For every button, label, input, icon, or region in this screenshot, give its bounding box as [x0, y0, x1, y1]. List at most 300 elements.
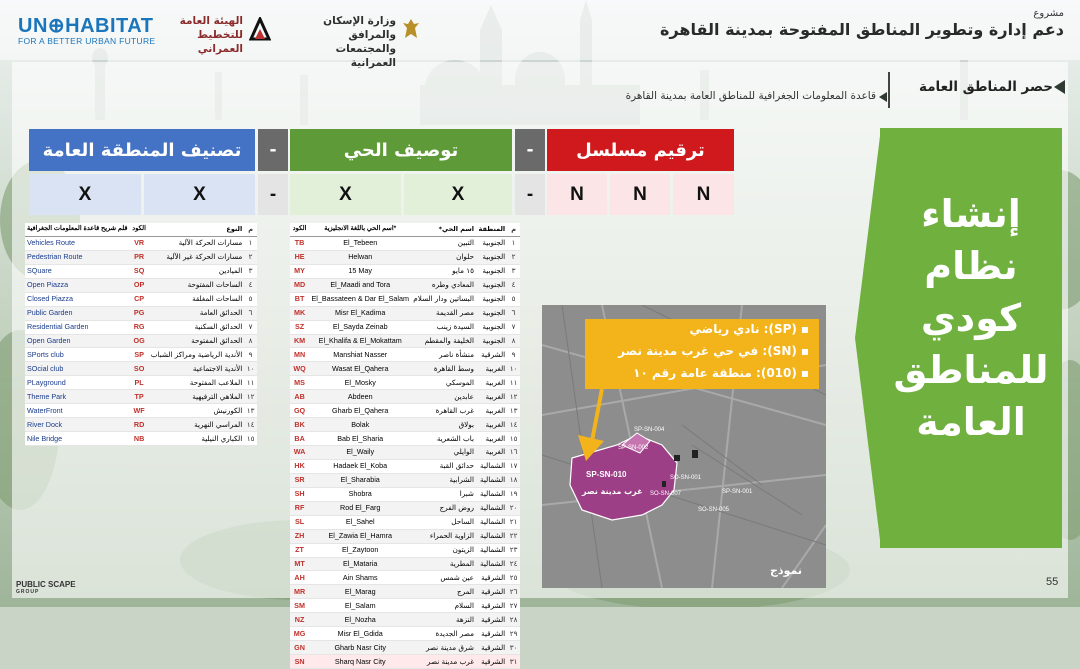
code-cell-x4: X	[404, 174, 512, 215]
type-en-cell: Open Garden	[25, 334, 129, 348]
district-region-cell: الجنوبية	[476, 236, 507, 250]
type-name-cell: الحدائق العامة	[149, 306, 244, 320]
header-name: اسم الحي*	[411, 223, 476, 236]
type-name-cell: الحدائق المفتوحة	[149, 334, 244, 348]
district-header: توصيف الحي	[290, 129, 512, 171]
type-en-cell: Closed Piazza	[25, 292, 129, 306]
table-row	[290, 641, 520, 655]
type-code-cell: RG	[129, 320, 148, 334]
table-row	[25, 334, 257, 348]
header-code: الكود	[129, 223, 148, 236]
table-row	[290, 487, 520, 501]
district-en-cell: El_Zaytoon	[309, 543, 411, 557]
type-code-cell: RD	[129, 418, 148, 432]
district-en-cell: El_Khalifa & El_Mokattam	[309, 334, 411, 348]
district-name-cell: باب الشعرية	[411, 432, 476, 446]
district-en-cell: Manshiat Nasser	[309, 348, 411, 362]
district-region-cell: الشمالية	[476, 529, 507, 543]
ministry-line2: والمجتمعات العمرانية	[335, 43, 396, 69]
district-name-cell: منشأة ناصر	[411, 348, 476, 362]
district-region-cell: الشمالية	[476, 515, 507, 529]
district-code-cell: MK	[290, 306, 309, 320]
type-num-cell: ١٤	[244, 418, 257, 432]
type-name-cell: مسارات الحركة الآلية	[149, 236, 244, 250]
dash-header-2: -	[515, 129, 545, 171]
district-region-cell: الغربية	[476, 362, 507, 376]
type-en-cell: SPorts club	[25, 348, 129, 362]
breadcrumb-divider	[888, 72, 890, 108]
type-code-cell: SP	[129, 348, 148, 362]
side-title-line3: كودي	[920, 296, 1022, 340]
type-num-cell: ٦	[244, 306, 257, 320]
type-en-cell: Pedestrian Route	[25, 250, 129, 264]
table-row	[25, 250, 257, 264]
district-code-cell: SM	[290, 599, 309, 613]
type-num-cell: ٩	[244, 348, 257, 362]
type-num-cell: ١١	[244, 376, 257, 390]
map-label-6: SO-SN-005	[698, 507, 730, 513]
district-table	[290, 223, 520, 669]
district-name-cell: غرب القاهرة	[411, 404, 476, 418]
header-en	[25, 223, 129, 236]
side-title-line1: إنشاء	[921, 192, 1021, 236]
table-row	[290, 515, 520, 529]
header-en-text: قلم شريح قاعدة المعلومات الجغرافية	[27, 225, 128, 233]
district-region-cell: الشمالية	[476, 557, 507, 571]
district-region-cell: الشمالية	[476, 473, 507, 487]
district-en-cell: Helwan	[309, 250, 411, 264]
district-num-cell: ٢٦	[507, 585, 520, 599]
district-num-cell: ٣٠	[507, 641, 520, 655]
district-name-cell: الخليفة والمقطم	[411, 334, 476, 348]
district-en-cell: El_Marag	[309, 585, 411, 599]
district-num-cell: ٢٤	[507, 557, 520, 571]
type-name-cell: الملاعب المفتوحة	[149, 376, 244, 390]
table-row	[290, 264, 520, 278]
serial-header: ترقيم مسلسل	[547, 129, 734, 171]
district-en-cell: Hadaek El_Koba	[309, 459, 411, 473]
gopp-logo-text	[166, 14, 243, 56]
classification-header: تصنيف المنطقة العامة	[29, 129, 255, 171]
type-num-cell: ٣	[244, 264, 257, 278]
callout-line-2: ▪ (SN): في حي غرب مدينة نصر	[618, 344, 809, 358]
table-row	[290, 292, 520, 306]
type-name-cell: الأندية الرياضية ومراكز الشباب	[149, 348, 244, 362]
code-cell-x3: X	[290, 174, 401, 215]
district-name-cell: شرق مدينة نصر	[411, 641, 476, 655]
callout-pointer-arrow-icon	[572, 389, 632, 464]
side-title-line5: العامة	[916, 400, 1026, 444]
type-name-cell: الحدائق السكنية	[149, 320, 244, 334]
type-en-cell: Nile Bridge	[25, 432, 129, 446]
map-label-2: SP-SN-002	[618, 445, 649, 451]
table-row	[290, 529, 520, 543]
table-row	[290, 473, 520, 487]
table-row	[290, 334, 520, 348]
district-num-cell: ٢١	[507, 515, 520, 529]
district-region-cell: الجنوبية	[476, 306, 507, 320]
district-name-cell: السيدة زينب	[411, 320, 476, 334]
table-row	[290, 278, 520, 292]
type-en-cell: WaterFront	[25, 404, 129, 418]
district-en-cell: El_Tebeen	[309, 236, 411, 250]
type-code-cell: PL	[129, 376, 148, 390]
type-name-cell: الساحات المغلقة	[149, 292, 244, 306]
district-name-cell: عين شمس	[411, 571, 476, 585]
district-code-cell: GQ	[290, 404, 309, 418]
district-code-cell: MG	[290, 627, 309, 641]
district-en-cell: El_Salam	[309, 599, 411, 613]
map-label-5: SP-SN-001	[722, 489, 753, 495]
table-row	[25, 362, 257, 376]
table-row	[290, 571, 520, 585]
district-num-cell: ٣١	[507, 655, 520, 669]
type-en-cell: Open Piazza	[25, 278, 129, 292]
table-row	[25, 348, 257, 362]
district-num-cell: ٢٠	[507, 501, 520, 515]
type-code-cell: VR	[129, 236, 148, 250]
district-code-cell: TB	[290, 236, 309, 250]
table-row	[25, 278, 257, 292]
district-en-cell: El_Zawia El_Hamra	[309, 529, 411, 543]
table-row	[25, 320, 257, 334]
breadcrumb-level2: قاعدة المعلومات الجغرافية للمناطق العامة بمدينة القاهرة	[625, 90, 876, 102]
district-region-cell: الشرقية	[476, 627, 507, 641]
type-en-cell: Public Garden	[25, 306, 129, 320]
table-row	[25, 292, 257, 306]
district-name-cell: الوايلي	[411, 446, 476, 460]
district-code-cell: BA	[290, 432, 309, 446]
type-en-cell: Residential Garden	[25, 320, 129, 334]
type-name-cell: الساحات المفتوحة	[149, 278, 244, 292]
district-code-cell: MR	[290, 585, 309, 599]
map-area-label: SP-SN-010	[586, 470, 627, 479]
district-region-cell: الجنوبية	[476, 250, 507, 264]
ministry-line1: وزارة الإسكان والمرافق	[323, 15, 396, 41]
type-num-cell: ١٥	[244, 432, 257, 446]
district-name-cell: روض الفرج	[411, 501, 476, 515]
table-row	[25, 264, 257, 278]
district-name-cell: بولاق	[411, 418, 476, 432]
district-table-header	[290, 223, 520, 236]
table-row	[290, 362, 520, 376]
district-code-cell: ZH	[290, 529, 309, 543]
district-num-cell: ١٤	[507, 418, 520, 432]
district-name-cell: مصر الجديدة	[411, 627, 476, 641]
district-num-cell: ٤	[507, 278, 520, 292]
map-label-1: SP-SN-004	[634, 427, 665, 433]
type-code-cell: PR	[129, 250, 148, 264]
district-region-cell: الشرقية	[476, 599, 507, 613]
district-en-cell: El_Sayda Zeinab	[309, 320, 411, 334]
map-label-3: SO-SN-001	[670, 475, 702, 481]
district-en-cell: Gharb El_Qahera	[309, 404, 411, 418]
map-area-sublabel: غرب مدينة نصر	[582, 487, 643, 496]
type-name-cell: مسارات الحركة غير الآلية	[149, 250, 244, 264]
district-code-cell: BK	[290, 418, 309, 432]
type-num-cell: ٢	[244, 250, 257, 264]
header-region: المنطقة	[476, 223, 507, 236]
district-region-cell: الشمالية	[476, 543, 507, 557]
type-en-cell: Theme Park	[25, 390, 129, 404]
district-name-cell: المطرية	[411, 557, 476, 571]
district-num-cell: ٢٧	[507, 599, 520, 613]
header-en: اسم الحي باللغة الانجليزية*	[309, 223, 411, 236]
code-cell-n3: N	[673, 174, 734, 215]
district-name-cell: البساتين ودار السلام	[411, 292, 476, 306]
district-region-cell: الشمالية	[476, 501, 507, 515]
table-row	[25, 376, 257, 390]
table-row	[25, 404, 257, 418]
side-title-arrow	[855, 128, 881, 548]
code-cell-n1: N	[547, 174, 607, 215]
side-title-line2: نظام	[924, 244, 1018, 288]
table-row	[290, 348, 520, 362]
public-scape-logo	[16, 580, 76, 595]
map-callout	[585, 319, 819, 389]
type-num-cell: ١	[244, 236, 257, 250]
district-code-cell: MT	[290, 557, 309, 571]
district-region-cell: الغربية	[476, 446, 507, 460]
district-en-cell: 15 May	[309, 264, 411, 278]
district-en-cell: Rod El_Farg	[309, 501, 411, 515]
public-scape-logo-text: PUBLIC SCAPE	[16, 580, 76, 589]
table-row	[290, 543, 520, 557]
map-label-4: SO-SN-007	[650, 491, 682, 497]
page-number: 55	[1046, 576, 1059, 588]
district-num-cell: ١١	[507, 376, 520, 390]
code-cell-x1: X	[29, 174, 141, 215]
breadcrumb-arrow-icon	[1054, 80, 1065, 94]
district-region-cell: الجنوبية	[476, 278, 507, 292]
ministry-logo	[290, 14, 420, 69]
district-en-cell: Sharq Nasr City	[309, 655, 411, 669]
map-sample-label: نموذج	[770, 564, 802, 577]
district-code-cell: ZT	[290, 543, 309, 557]
district-num-cell: ١٥	[507, 432, 520, 446]
table-row	[290, 613, 520, 627]
district-num-cell: ١	[507, 236, 520, 250]
table-row	[290, 599, 520, 613]
district-region-cell: الجنوبية	[476, 334, 507, 348]
district-code-cell: MN	[290, 348, 309, 362]
header-type: النوع	[149, 223, 244, 236]
table-row	[25, 390, 257, 404]
type-name-cell: الكورنيش	[149, 404, 244, 418]
table-row	[25, 432, 257, 446]
ministry-logo-text	[290, 14, 396, 70]
type-name-cell: الأندية الاجتماعية	[149, 362, 244, 376]
table-row	[290, 557, 520, 571]
district-num-cell: ٢٨	[507, 613, 520, 627]
type-en-cell: SOcial club	[25, 362, 129, 376]
district-name-cell: الساحل	[411, 515, 476, 529]
district-region-cell: الغربية	[476, 390, 507, 404]
table-row	[25, 418, 257, 432]
side-title	[880, 188, 1062, 448]
district-name-cell: غرب مدينة نصر	[411, 655, 476, 669]
gopp-line2: للتخطيط العمراني	[197, 29, 243, 55]
district-en-cell: El_Mataria	[309, 557, 411, 571]
district-name-cell: التبين	[411, 236, 476, 250]
district-region-cell: الشرقية	[476, 641, 507, 655]
district-num-cell: ٢	[507, 250, 520, 264]
type-num-cell: ١٠	[244, 362, 257, 376]
gopp-mark-icon	[249, 17, 271, 41]
district-name-cell: مصر القديمة	[411, 306, 476, 320]
gopp-line1: الهيئة العامة	[179, 15, 243, 27]
table-row	[25, 236, 257, 250]
district-region-cell: الشرقية	[476, 613, 507, 627]
table-row	[290, 376, 520, 390]
type-en-cell: Vehicles Route	[25, 236, 129, 250]
district-num-cell: ١٦	[507, 446, 520, 460]
un-habitat-logo	[18, 16, 155, 46]
table-row	[290, 655, 520, 669]
code-cell-dash-1: -	[258, 174, 288, 215]
table-row	[290, 390, 520, 404]
district-region-cell: الشرقية	[476, 585, 507, 599]
district-region-cell: الشمالية	[476, 487, 507, 501]
district-name-cell: الشرابية	[411, 473, 476, 487]
district-en-cell: Bolak	[309, 418, 411, 432]
district-num-cell: ١٢	[507, 390, 520, 404]
type-code-cell: TP	[129, 390, 148, 404]
district-name-cell: وسط القاهرة	[411, 362, 476, 376]
table-row	[290, 585, 520, 599]
table-row	[290, 446, 520, 460]
district-name-cell: الزيتون	[411, 543, 476, 557]
district-num-cell: ١٩	[507, 487, 520, 501]
type-name-cell: المراسي النهرية	[149, 418, 244, 432]
type-table-header	[25, 223, 257, 236]
district-num-cell: ٩	[507, 348, 520, 362]
district-num-cell: ٦	[507, 306, 520, 320]
district-en-cell: El_Sahel	[309, 515, 411, 529]
type-name-cell: الملاهي الترفيهية	[149, 390, 244, 404]
district-en-cell: Bab El_Sharia	[309, 432, 411, 446]
district-num-cell: ١٣	[507, 404, 520, 418]
un-habitat-logo-text: UN⊕HABITAT	[18, 15, 154, 37]
un-habitat-tagline: FOR A BETTER URBAN FUTURE	[18, 36, 156, 46]
district-name-cell: النزهة	[411, 613, 476, 627]
district-region-cell: الشرقية	[476, 571, 507, 585]
district-num-cell: ٢٣	[507, 543, 520, 557]
district-code-cell: AB	[290, 390, 309, 404]
district-region-cell: الغربية	[476, 376, 507, 390]
district-code-cell: MY	[290, 264, 309, 278]
district-code-cell: SN	[290, 655, 309, 669]
district-name-cell: الموسكي	[411, 376, 476, 390]
type-en-cell: PLayground	[25, 376, 129, 390]
district-en-cell: El_Nozha	[309, 613, 411, 627]
type-num-cell: ٧	[244, 320, 257, 334]
district-code-cell: RF	[290, 501, 309, 515]
type-num-cell: ١٢	[244, 390, 257, 404]
type-num-cell: ٤	[244, 278, 257, 292]
code-cell-x2: X	[144, 174, 255, 215]
district-name-cell: شبرا	[411, 487, 476, 501]
district-name-cell: المرج	[411, 585, 476, 599]
district-num-cell: ١٧	[507, 459, 520, 473]
district-code-cell: SL	[290, 515, 309, 529]
code-cell-dash-2: -	[515, 174, 545, 215]
district-en-cell: Misr El_Gdida	[309, 627, 411, 641]
table-row	[290, 627, 520, 641]
type-en-cell: River Dock	[25, 418, 129, 432]
district-num-cell: ٨	[507, 334, 520, 348]
district-code-cell: BT	[290, 292, 309, 306]
district-code-cell: HE	[290, 250, 309, 264]
table-row	[290, 320, 520, 334]
district-code-cell: SR	[290, 473, 309, 487]
district-num-cell: ٢٩	[507, 627, 520, 641]
header-code: الكود	[290, 223, 309, 236]
district-num-cell: ١٠	[507, 362, 520, 376]
type-en-cell: SQuare	[25, 264, 129, 278]
district-en-cell: El_Waily	[309, 446, 411, 460]
table-row	[290, 432, 520, 446]
type-code-cell: SO	[129, 362, 148, 376]
district-num-cell: ١٨	[507, 473, 520, 487]
district-en-cell: Wasat El_Qahera	[309, 362, 411, 376]
district-en-cell: El_Maadi and Tora	[309, 278, 411, 292]
table-row	[290, 501, 520, 515]
district-code-cell: SZ	[290, 320, 309, 334]
district-region-cell: الجنوبية	[476, 292, 507, 306]
district-en-cell: Misr El_Kadima	[309, 306, 411, 320]
district-code-cell: WA	[290, 446, 309, 460]
callout-line-1: ▪ (SP): نادي رياضي	[689, 322, 809, 336]
district-num-cell: ٢٥	[507, 571, 520, 585]
district-code-cell: HK	[290, 459, 309, 473]
district-name-cell: عابدين	[411, 390, 476, 404]
callout-line-3: ▪ (010): منطقة عامة رقم ١٠	[633, 366, 809, 380]
district-code-cell: KM	[290, 334, 309, 348]
district-region-cell: الجنوبية	[476, 264, 507, 278]
district-code-cell: GN	[290, 641, 309, 655]
type-code-cell: PG	[129, 306, 148, 320]
district-en-cell: El_Bassateen & Dar El_Salam	[309, 292, 411, 306]
district-region-cell: الغربية	[476, 432, 507, 446]
district-name-cell: حلوان	[411, 250, 476, 264]
district-en-cell: Ain Shams	[309, 571, 411, 585]
table-row	[290, 250, 520, 264]
district-num-cell: ٧	[507, 320, 520, 334]
type-code-cell: OP	[129, 278, 148, 292]
type-num-cell: ١٣	[244, 404, 257, 418]
type-code-cell: NB	[129, 432, 148, 446]
type-name-cell: الكباري النيلية	[149, 432, 244, 446]
type-code-cell: OG	[129, 334, 148, 348]
side-title-line4: للمناطق	[893, 348, 1049, 392]
breadcrumb-level1: حصر المناطق العامة	[919, 79, 1053, 95]
district-name-cell: ١٥ مايو	[411, 264, 476, 278]
district-en-cell: Gharb Nasr City	[309, 641, 411, 655]
type-num-cell: ٥	[244, 292, 257, 306]
table-row	[25, 306, 257, 320]
district-code-cell: NZ	[290, 613, 309, 627]
district-en-cell: El_Sharabia	[309, 473, 411, 487]
type-name-cell: الميادين	[149, 264, 244, 278]
type-table	[25, 223, 257, 446]
table-row	[290, 404, 520, 418]
district-en-cell: El_Mosky	[309, 376, 411, 390]
district-name-cell: المعادي وطره	[411, 278, 476, 292]
district-num-cell: ٢٢	[507, 529, 520, 543]
district-code-cell: MD	[290, 278, 309, 292]
district-region-cell: الجنوبية	[476, 320, 507, 334]
